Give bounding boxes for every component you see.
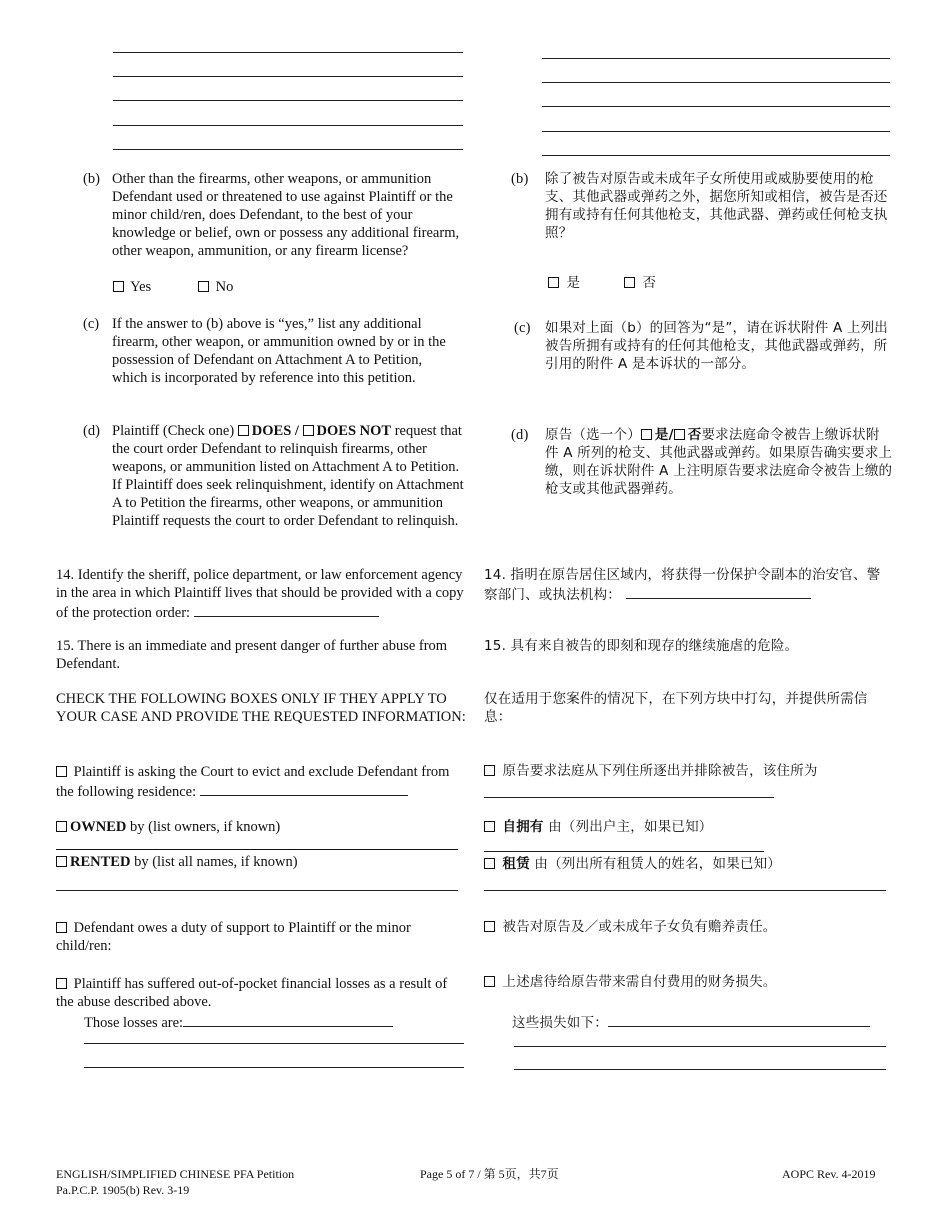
item-d-zh [511,426,896,506]
renters-line[interactable] [56,890,458,891]
answer-line[interactable] [542,131,890,132]
item-text: 除了被告对原告或未成年子女所使用或威胁要使用的枪支、其他武器或弹药之外，据您所知或相信，被告是否还拥有或持有任何其他枪支，其他武器、弹药或任何枪支执照？ [545,171,888,241]
item-label: (c) [83,316,100,332]
losses-field[interactable] [608,1012,870,1027]
losses-are-en [84,1012,393,1032]
item-15-en [56,637,456,673]
support-text: Defendant owes a duty of support to Plaintiff or the minor child/ren: [56,920,411,954]
rented-option-en [56,853,298,871]
firearm-no-checkbox[interactable] [198,278,233,296]
item-14-text: 14. 指明在原告居住区域内，将获得一份保护令副本的治安官、警察部门、或执法机构： [484,567,881,603]
answer-line[interactable] [113,100,463,101]
firearm-yes-checkbox[interactable] [113,278,151,296]
checkbox-icon[interactable] [624,277,635,288]
does-label: DOES / [251,423,299,439]
owned-label: OWNED [70,819,127,835]
item-15-text: 15. 具有来自被告的即刻和现存的继续施虐的危险。 [484,638,799,654]
losses-line[interactable] [514,1046,886,1047]
does-checkbox[interactable] [641,429,652,440]
check-heading-zh: 仅在适用于您案件的情况下，在下列方块中打勾，并提供所需信息： [484,691,868,725]
footer-form-name: ENGLISH/SIMPLIFIED CHINESE PFA Petition [56,1167,295,1181]
item-text: request that the court order Defendant to relinquish firearms, other weapons, or ammunition listed on Attachment A to Petition. If Plaintiff does seek relinquishment, identify on Attachment A to Petition the firearms, other weapons, or ammunition Plaintiff requests the court to order Defendant to relinquish. [112,423,464,529]
evict-option-en [56,763,466,801]
evict-text: Plaintiff is asking the Court to evict and exclude Defendant from the following residence: [56,764,450,800]
evict-checkbox[interactable] [56,766,67,777]
support-checkbox[interactable] [484,921,495,932]
yes-label: Yes [130,279,152,295]
item-b-zh [511,170,891,250]
losses-text: Plaintiff has suffered out-of-pocket financial losses as a result of the abuse described above. [56,976,448,1010]
owned-text: by (list owners, if known) [130,819,281,835]
item-15-zh [484,637,884,655]
owned-checkbox[interactable] [56,821,67,832]
answer-line[interactable] [113,125,463,126]
item-label: (d) [83,423,100,439]
item-text: Other than the firearms, other weapons, or ammunition Defendant used or threatened to use against Plaintiff or the minor child/ren, does Defendant, to the best of your knowledge or belief, own or possess any additional firearm, other weapon, ammunition, or any firearm license? [112,171,460,259]
item-label: (b) [511,171,529,187]
losses-option-zh [484,973,884,991]
footer-page: Page 5 of 7 / 第 5页，共7页 [420,1167,559,1181]
item-label: (b) [83,171,100,187]
answer-line[interactable] [113,76,463,77]
item-label: (c) [514,320,531,336]
owned-option-zh [484,818,713,836]
no-label: 否 [642,275,657,291]
losses-checkbox[interactable] [484,976,495,987]
yes-label: 是 [566,275,581,291]
answer-line[interactable] [113,149,463,150]
check-one-label: 原告（选一个） [545,427,641,443]
answer-line[interactable] [542,58,890,59]
residence-field[interactable] [200,781,408,796]
losses-are-zh [512,1012,870,1032]
rented-label: 租赁 [502,856,530,872]
losses-text: 上述虐待给原告带来需自付费用的财务损失。 [502,974,777,990]
does-not-checkbox[interactable] [303,425,314,436]
item-d-en [83,422,468,548]
evict-checkbox[interactable] [484,765,495,776]
owners-line[interactable] [484,851,764,852]
rented-text: 由（列出所有租赁人的姓名，如果已知） [534,856,782,872]
does-not-checkbox[interactable] [674,429,685,440]
losses-are-label: Those losses are: [84,1015,184,1031]
firearm-no-checkbox-zh[interactable] [624,274,656,292]
evict-text: 原告要求法庭从下列住所逐出并排除被告，该住所为 [502,763,818,779]
residence-line[interactable] [484,797,774,798]
renters-line[interactable] [484,890,886,891]
owners-line[interactable] [56,849,458,850]
item-text: 要求法庭命令被告上缴诉状附件 A 所列的枪支、其他武器或弹药。如果原告确实要求上缴，则在诉状附件 A 上注明原告要求法庭命令被告上缴的枪支或其他武器弹药。 [545,427,893,497]
owned-checkbox[interactable] [484,821,495,832]
answer-line[interactable] [542,155,890,156]
item-text: If the answer to (b) above is “yes,” list any additional firearm, other weapon, or ammunition owned by or in the possession of Defendant on Attachment A to Petition, which is incorporated by reference into this petition. [112,316,446,386]
item-14-en [56,566,468,622]
answer-line[interactable] [113,52,463,53]
rented-checkbox[interactable] [56,856,67,867]
rented-checkbox[interactable] [484,858,495,869]
item-14-text: 14. Identify the sheriff, police department, or law enforcement agency in the area in which Plaintiff lives that should be provided with a copy of the protection order: [56,567,464,621]
owned-text: 由（列出户主，如果已知） [548,819,713,835]
checkbox-icon[interactable] [113,281,124,292]
evict-option-zh [484,762,889,780]
firearm-yes-checkbox-zh[interactable] [548,274,580,292]
does-not-label: 否 [687,427,702,443]
item-15-text: 15. There is an immediate and present danger of further abuse from Defendant. [56,638,448,672]
owned-option-en [56,818,280,836]
item-label: (d) [511,427,529,443]
does-checkbox[interactable] [238,425,249,436]
losses-are-label: 这些损失如下： [512,1015,608,1031]
check-one-label: Plaintiff (Check one) [112,423,235,439]
support-option-en [56,919,456,955]
losses-field[interactable] [183,1012,393,1027]
owned-label: 自拥有 [502,819,544,835]
item-14-zh [484,566,884,604]
answer-line[interactable] [542,106,890,107]
checkbox-icon[interactable] [548,277,559,288]
support-text: 被告对原告及／或未成年子女负有赡养责任。 [502,919,777,935]
agency-field[interactable] [626,584,811,599]
losses-line[interactable] [84,1067,464,1068]
rented-label: RENTED [70,854,131,870]
losses-checkbox[interactable] [56,978,67,989]
rented-option-zh [484,855,781,873]
does-label: 是/ [654,427,674,443]
support-checkbox[interactable] [56,922,67,933]
checkbox-icon[interactable] [198,281,209,292]
support-option-zh [484,918,884,936]
item-text: 如果对上面（b）的回答为“是”，请在诉状附件 A 上列出被告所拥有或持有的任何其他枪支，其他武器或弹药，所引用的附件 A 是本诉状的一部分。 [545,320,888,372]
item-c-zh [514,319,894,379]
footer-rev: AOPC Rev. 4-2019 [782,1167,876,1181]
footer-rule: Pa.P.C.P. 1905(b) Rev. 3-19 [56,1183,190,1197]
losses-line[interactable] [514,1069,886,1070]
losses-line[interactable] [84,1043,464,1044]
does-not-label: DOES NOT [316,423,392,439]
losses-option-en [56,975,468,1011]
answer-line[interactable] [542,82,890,83]
agency-field[interactable] [194,602,379,617]
rented-text: by (list all names, if known) [134,854,298,870]
item-c-en [83,315,468,405]
check-heading-en: CHECK THE FOLLOWING BOXES ONLY IF THEY APPLY TO YOUR CASE AND PROVIDE THE REQUESTED INFORMATION: [56,691,466,725]
no-label: No [215,279,234,295]
